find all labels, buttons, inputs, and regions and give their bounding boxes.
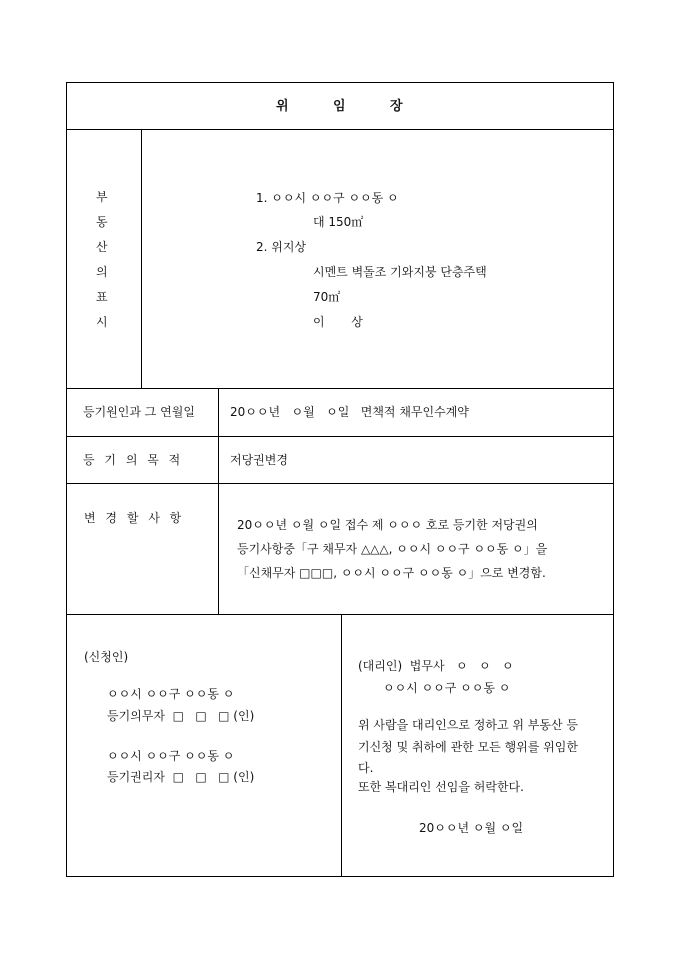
property-line: 대 150㎡	[313, 215, 364, 229]
table-right-border	[613, 82, 614, 877]
delegation-line: 위 사람을 대리인으로 정하고 위 부동산 등	[358, 718, 578, 732]
purpose-value: 저당권변경	[230, 453, 288, 467]
column-divider	[218, 388, 219, 614]
property-label-char: 부	[96, 190, 108, 204]
property-line: 1. ㅇㅇ시 ㅇㅇ구 ㅇㅇ동 ㅇ	[256, 191, 399, 205]
delegation-line: 기신청 및 취하에 관한 모든 행위를 위임한	[358, 740, 578, 754]
title-char: 위	[276, 99, 289, 114]
property-label-char: 산	[96, 240, 108, 254]
obligor-signature: 등기의무자 □ □ □ (인)	[107, 709, 255, 723]
property-line: 2. 위지상	[256, 240, 307, 254]
obligor-address: ㅇㅇ시 ㅇㅇ구 ㅇㅇ동 ㅇ	[107, 687, 235, 701]
table-top-border	[66, 82, 614, 83]
property-label-char: 의	[96, 265, 108, 279]
purpose-label: 등 기 의 목 적	[83, 453, 181, 467]
changes-line: 「신채무자 □□□, ㅇㅇ시 ㅇㅇ구 ㅇㅇ동 ㅇ」으로 변경함.	[237, 566, 546, 580]
row-divider	[66, 129, 614, 130]
applicant-header: (신청인)	[84, 650, 129, 664]
property-line: 시멘트 벽돌조 기와지붕 단층주택	[313, 265, 487, 279]
agent-header: (대리인) 법무사 ㅇ ㅇ ㅇ	[358, 659, 514, 673]
holder-signature: 등기권리자 □ □ □ (인)	[107, 770, 255, 784]
property-label-char: 동	[96, 215, 108, 229]
holder-address: ㅇㅇ시 ㅇㅇ구 ㅇㅇ동 ㅇ	[107, 749, 235, 763]
row-divider	[66, 614, 614, 615]
row-divider	[66, 483, 614, 484]
delegation-line: 또한 복대리인 선임을 허락한다.	[358, 780, 524, 794]
title-char: 임	[333, 99, 346, 114]
cause-value: 20ㅇㅇ년 ㅇ월 ㅇ일 면책적 채무인수계약	[230, 405, 469, 419]
column-divider	[141, 129, 142, 388]
changes-label: 변 경 할 사 항	[84, 511, 182, 525]
property-line: 70㎡	[313, 290, 341, 304]
property-line: 이 상	[313, 315, 363, 329]
delegation-line: 다.	[358, 761, 374, 775]
changes-line: 20ㅇㅇ년 ㅇ월 ㅇ일 접수 제 ㅇㅇㅇ 호로 등기한 저당권의	[237, 518, 538, 532]
row-divider	[66, 436, 614, 437]
property-label-char: 시	[96, 315, 108, 329]
title-char: 장	[390, 99, 403, 114]
row-divider	[66, 388, 614, 389]
agent-date: 20ㅇㅇ년 ㅇ월 ㅇ일	[419, 821, 524, 835]
changes-line: 등기사항중「구 채무자 △△△, ㅇㅇ시 ㅇㅇ구 ㅇㅇ동 ㅇ」을	[237, 542, 548, 556]
column-divider	[341, 614, 342, 876]
table-left-border	[66, 82, 67, 877]
table-bottom-border	[66, 876, 614, 877]
property-label-char: 표	[96, 290, 108, 304]
agent-address: ㅇㅇ시 ㅇㅇ구 ㅇㅇ동 ㅇ	[383, 681, 511, 695]
cause-label: 등기원인과 그 연월일	[83, 405, 195, 419]
